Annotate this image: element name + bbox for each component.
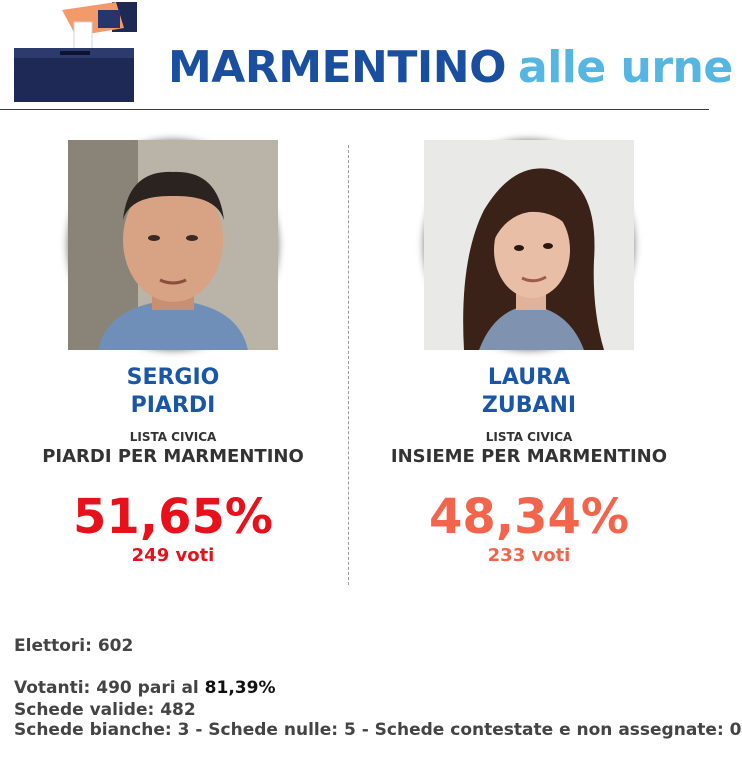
stat-votanti <box>14 678 742 698</box>
vote-count: 249 voti <box>131 545 215 566</box>
stat-votanti-percent: 81,39% <box>204 678 276 698</box>
list-name: PIARDI PER MARMENTINO <box>42 446 304 467</box>
woman-portrait-icon <box>424 140 634 350</box>
candidate-name <box>369 364 689 420</box>
candidate-last-name: ZUBANI <box>481 393 577 418</box>
title-main: MARMENTINO <box>168 42 506 93</box>
candidate-card-piardi <box>13 140 333 566</box>
candidate-card-zubani <box>369 140 689 566</box>
stat-schede-other: Schede bianche: 3 - Schede nulle: 5 - Schede contestate e non assegnate: 0 <box>14 720 742 740</box>
stat-schede-valide: Schede valide: 482 <box>14 700 196 720</box>
vote-count: 233 voti <box>487 545 571 566</box>
header-divider <box>0 109 709 110</box>
vote-percentage: 48,34% <box>429 489 629 545</box>
list-kind-label: LISTA CIVICA <box>129 430 217 444</box>
list-name: INSIEME PER MARMENTINO <box>390 446 668 467</box>
stat-elettori: Elettori: 602 <box>14 636 134 656</box>
candidate-first-name: SERGIO <box>126 365 220 390</box>
candidate-first-name: LAURA <box>487 365 571 390</box>
page-title <box>168 42 733 93</box>
candidate-name <box>13 364 333 420</box>
candidates-divider <box>348 145 349 585</box>
man-portrait-icon <box>68 140 278 350</box>
candidate-photo <box>424 140 634 350</box>
election-stats <box>14 636 742 740</box>
candidate-last-name: PIARDI <box>130 393 216 418</box>
title-sub: alle urne <box>518 42 733 93</box>
ballot-box-icon <box>12 2 137 102</box>
stat-votanti-prefix: Votanti: 490 pari al <box>14 678 205 698</box>
candidate-photo <box>68 140 278 350</box>
vote-percentage: 51,65% <box>73 489 273 545</box>
header <box>0 0 733 110</box>
list-kind-label: LISTA CIVICA <box>485 430 573 444</box>
